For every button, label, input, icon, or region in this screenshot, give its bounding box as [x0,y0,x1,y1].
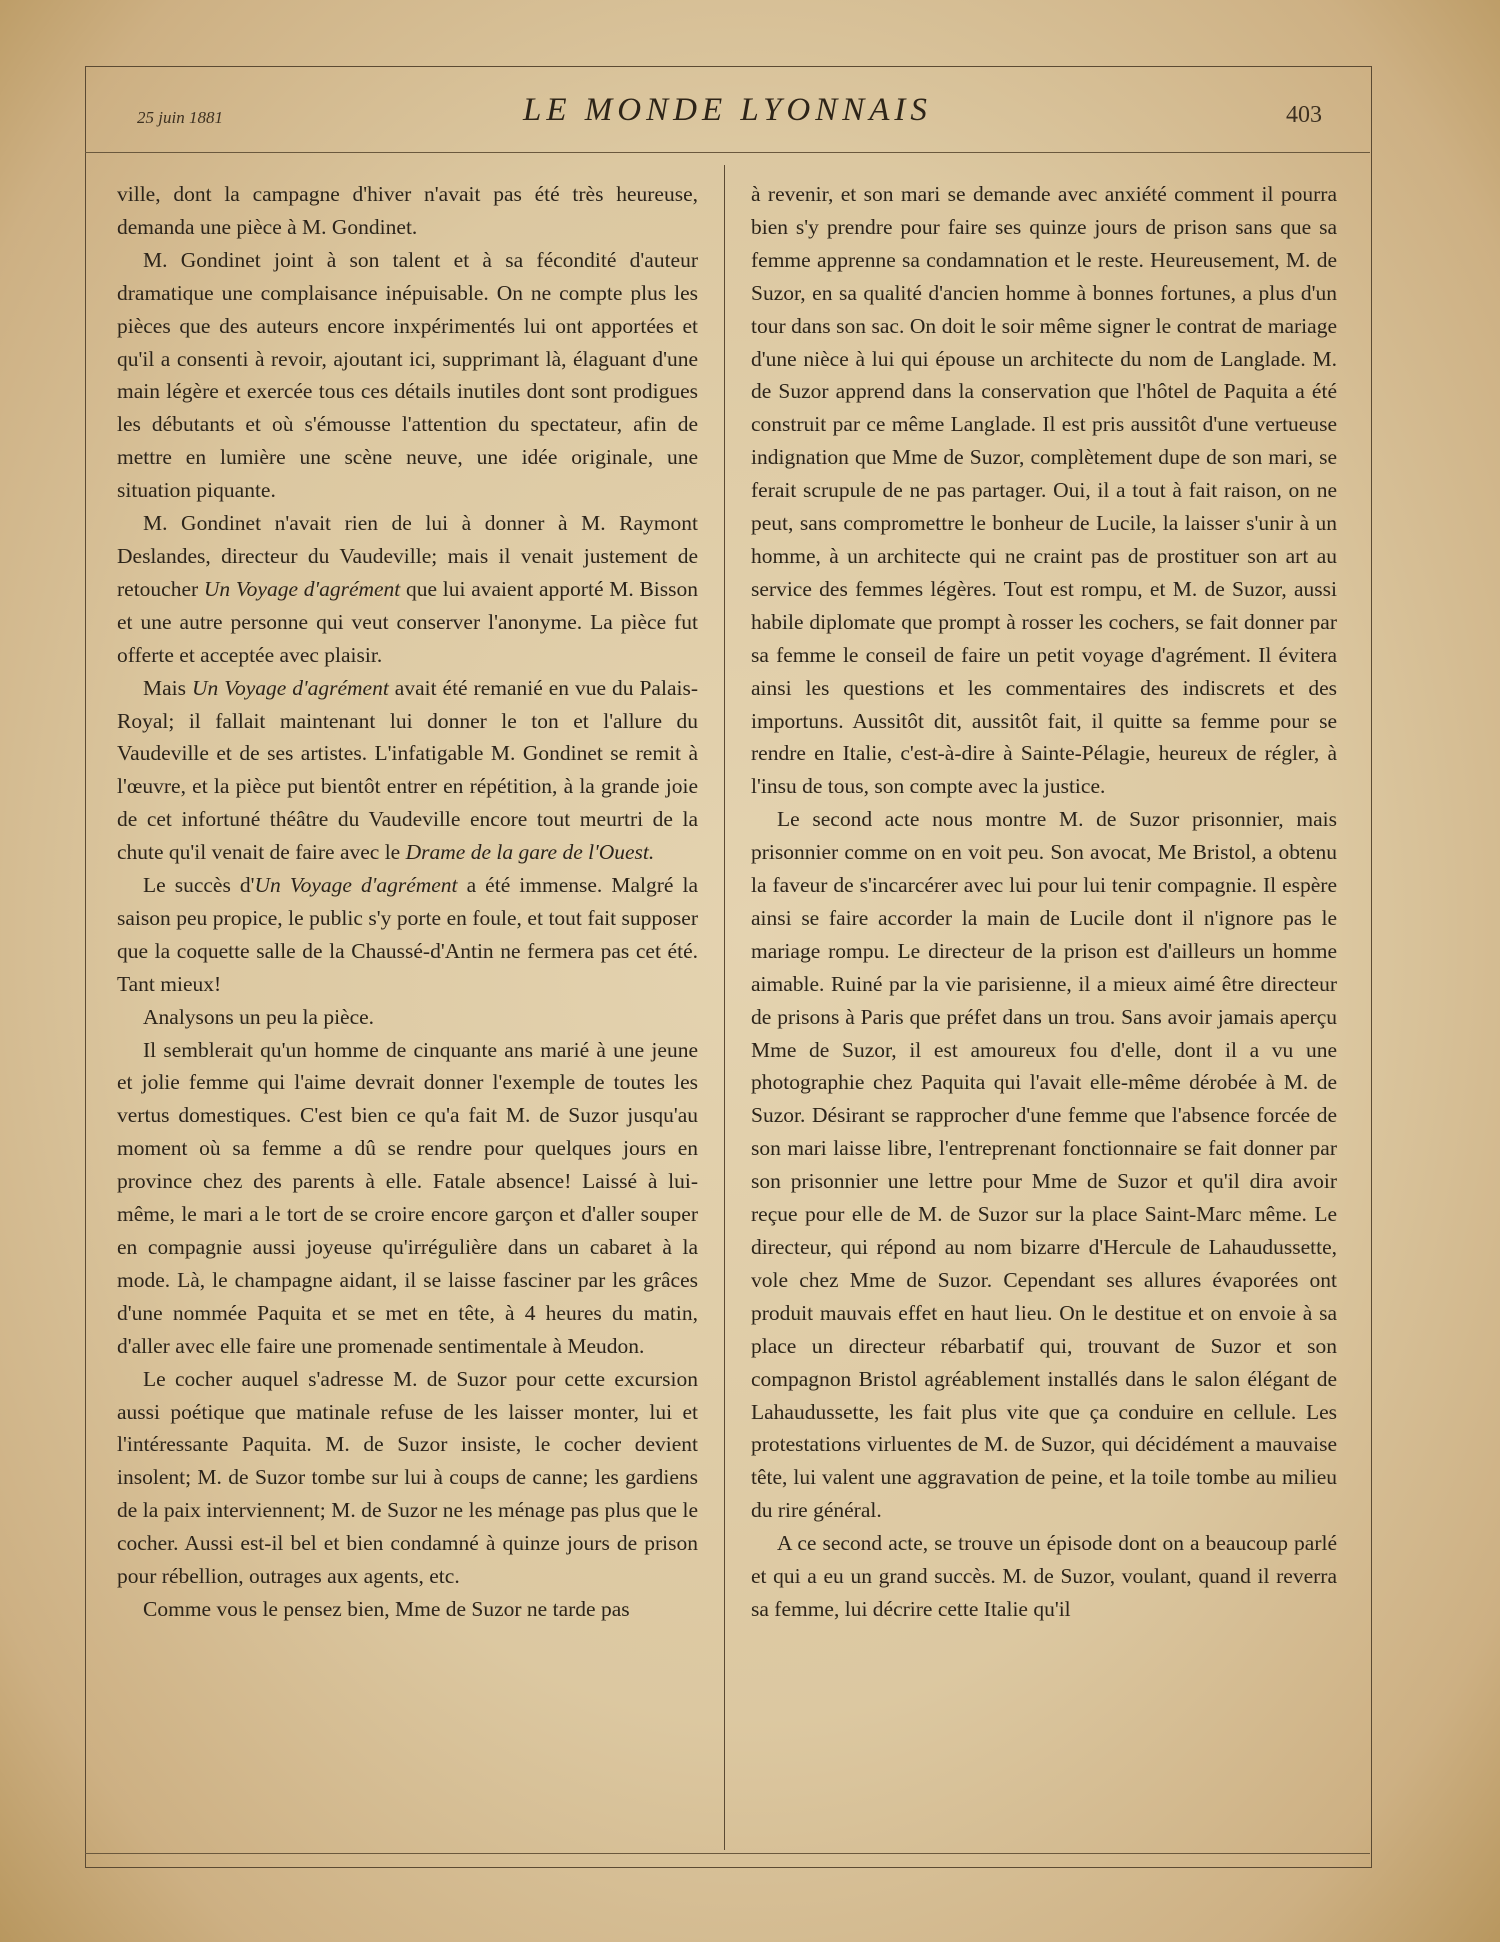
paragraph: Le second acte nous montre M. de Suzor prisonnier, mais prisonnier comme on en voit peu. Son avocat, Me Bristol, a obtenu la faveur de s'incarcérer avec lui pour lui tenir compagnie. Il espère ainsi se faire accorder la main de Lucile dont il n'ignore pas le mariage rompu. Le directeur de la prison est d'ailleurs un homme aimable. Ruiné par la vie parisienne, il a mieux aimé être directeur de prisons à Paris que préfet dans un trou. Sans avoir jamais aperçu Mme de Suzor, il est amoureux fou d'elle, dont il a vu une photographie chez Paquita qui l'avait elle-même dérobée à M. de Suzor. Désirant se rapprocher d'une femme que l'absence forcée de son mari laisse libre, l'entreprenant fonctionnaire se fait donner par son prisonnier une lettre pour Mme de Suzor et qu'il dira avoir reçue pour elle de M. de Suzor sur la place Saint-Marc même. Le directeur, qui répond au nom bizarre d'Hercule de Lahaudussette, vole chez Mme de Suzor. Cependant ses allures évaporées ont produit mauvais effet en haut lieu. On le destitue et on envoie à sa place un directeur rébarbatif qui, trouvant de Suzor et son compagnon Bristol agréablement installés dans le salon élégant de Lahaudussette, les fait plus vite que ça conduire en cellule. Les protestations virluentes de M. de Suzor, qui décidément a mauvaise tête, lui valent une aggravation de peine, et la toile tombe au milieu du rire général. [751,807,1337,1523]
paragraph [117,672,698,869]
masthead-title: LE MONDE LYONNAIS [523,92,932,128]
right-column [751,178,1337,1626]
text-run: Le succès d' [143,873,255,898]
play-title: Drame de la gare de l'Ouest. [405,840,655,865]
paragraph: à revenir, et son mari se demande avec anxiété comment il pourra bien s'y prendre pour faire ses quinze jours de prison sans que sa femme apprenne sa condamnation et le reste. Heureusement, M. de Suzor, en sa qualité d'ancien homme à bonnes fortunes, a plus d'un tour dans son sac. On doit le soir même signer le contrat de mariage d'une nièce à lui qui épouse un architecte du nom de Langlade. M. de Suzor apprend dans la conservation que l'hôtel de Paquita a été construit par ce même Langlade. Il est pris aussitôt d'une vertueuse indignation que Mme de Suzor, complètement dupe de son mari, se ferait scrupule de ne pas partager. Oui, il a tout à fait raison, on ne peut, sans compromettre le bonheur de Lucile, la laisser s'unir à un homme, à un architecte qui ne craint pas de prostituer son art au service des femmes légères. Tout est rompu, et M. de Suzor, aussi habile diplomate que prompt à rosser les cochers, se fait donner par sa femme le conseil de faire un petit voyage d'agrément. Il évitera ainsi les questions et les commentaires des indiscrets et des importuns. Aussitôt dit, aussitôt fait, il quitte sa femme pour se rendre en Italie, c'est-à-dire à Sainte-Pélagie, heureux de régler, à l'insu de tous, son compte avec la justice. [751,182,1337,799]
paragraph: Il semblerait qu'un homme de cinquante ans marié à une jeune et jolie femme qui l'aime devrait donner l'exemple de toutes les vertus domestiques. C'est bien ce qu'a fait M. de Suzor jusqu'au moment où sa femme a dû se rendre pour quelques jours en province chez des parents à elle. Fatale absence! Laissé à lui-même, le mari a le tort de se croire encore garçon et d'aller souper en compagnie aussi joyeuse qu'irrégulière dans un cabaret à la mode. Là, le champagne aidant, il se laisse fasciner par les grâces d'une nommée Paquita et se met en tête, à 4 heures du matin, d'aller avec elle faire une promenade sentimentale à Meudon. [117,1037,698,1358]
left-column [117,178,698,1626]
page-header [85,90,1370,150]
paragraph [117,869,698,1001]
header-rule [85,152,1370,153]
paragraph: Comme vous le pensez bien, Mme de Suzor ne tarde pas [143,1596,630,1621]
text-run: que lui avaient apporté M. Bisson et une autre personne qui veut conserver l'anonyme. La pièce fut offerte et acceptée avec plaisir. [117,576,698,667]
text-run: avait été remanié en vue du Palais-Royal; il fallait maintenant lui donner le ton et l'allure du Vaudeville et de ses artistes. L'infatigable M. Gondinet se remit à l'œuvre, et la pièce put bientôt entrer en répétition, à la grande joie de cet infortuné théâtre du Vaudeville encore tout meurtri de la chute qu'il venait de faire avec le [117,675,698,865]
issue-date: 25 juin 1881 [137,108,223,127]
text-run: M. Gondinet n'avait rien de lui à donner à M. Raymont Deslandes, directeur du Vaudeville; mais il venait justement de retoucher [117,511,698,601]
text-run: Mais [143,675,192,700]
column-divider [724,165,725,1850]
footer-rule [85,1853,1370,1854]
paragraph [117,507,698,672]
play-title: Un Voyage d'agrément [254,873,458,898]
play-title: Un Voyage d'agrément [191,675,389,700]
text-run: a été immense. Malgré la saison peu propice, le public s'y porte en foule, et tout fait supposer que la coquette salle de la Chaussé-d'Antin ne fermera pas cet été. Tant mieux! [117,873,698,996]
paragraph: ville, dont la campagne d'hiver n'avait pas été très heureuse, demanda une pièce à M. Gondinet. [117,182,698,239]
paragraph: Le cocher auquel s'adresse M. de Suzor pour cette excursion aussi poétique que matinale refuse de les laisser monter, lui et l'intéressante Paquita. M. de Suzor insiste, le cocher devient insolent; M. de Suzor tombe sur lui à coups de canne; les gardiens de la paix interviennent; M. de Suzor ne les ménage pas plus que le cocher. Aussi est-il bel et bien condamné à quinze jours de prison pour rébellion, outrages aux agents, etc. [117,1366,698,1589]
play-title: Un Voyage d'agrément [203,576,401,601]
paragraph: A ce second acte, se trouve un épisode dont on a beaucoup parlé et qui a eu un grand succès. M. de Suzor, voulant, quand il reverra sa femme, lui décrire cette Italie qu'il [751,1531,1337,1621]
paragraph: M. Gondinet joint à son talent et à sa fécondité d'auteur dramatique une complaisance inépuisable. On ne compte plus les pièces que des auteurs encore inxpérimentés lui ont apportées et qu'il a consenti à revoir, ajoutant ici, supprimant là, élaguant d'une main légère et exercée tous ces détails inutiles dont sont prodigues les débutants et où s'émousse l'attention du spectateur, afin de mettre en lumière une scène neuve, une idée originale, une situation piquante. [117,247,698,503]
paragraph: Analysons un peu la pièce. [143,1004,375,1029]
page-number: 403 [1286,102,1322,128]
